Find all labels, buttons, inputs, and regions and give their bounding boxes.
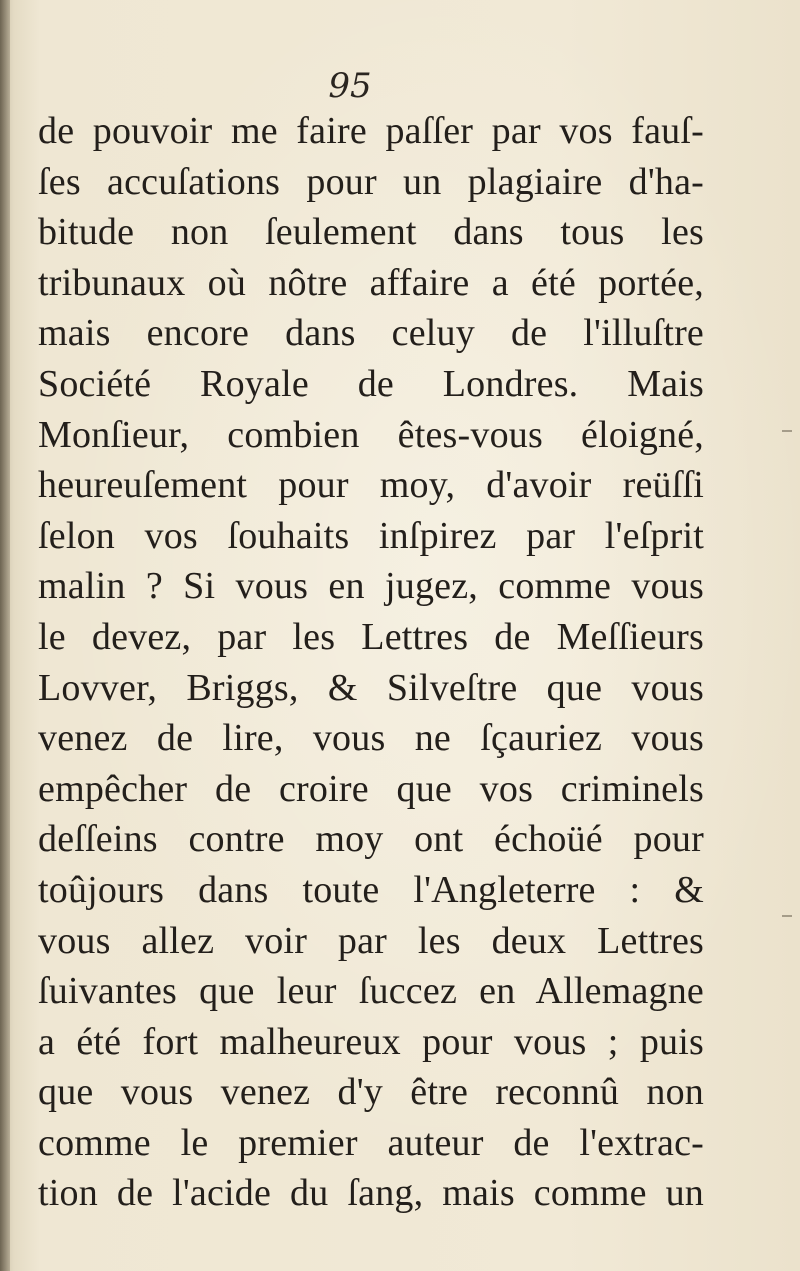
text-line: ſuivantes que leur ſuccez en Allemagne	[38, 970, 704, 1013]
page-gutter-shadow	[0, 0, 10, 1271]
page-number: 95	[328, 66, 372, 106]
text-line: comme le premier auteur de l'extrac-	[38, 1121, 704, 1164]
text-line: que vous venez d'y être reconnû non	[38, 1071, 704, 1114]
text-line: ſes accuſations pour un plagiaire d'ha-	[38, 160, 704, 203]
text-line: a été fort malheureux pour vous ; puis	[38, 1020, 704, 1063]
text-line: mais encore dans celuy de l'illuſtre	[38, 312, 704, 355]
text-line: Lovver, Briggs, & Silveſtre que vous	[38, 666, 704, 709]
text-line: toûjours dans toute l'Angleterre : &	[38, 868, 704, 911]
text-line: deſſeins contre moy ont échoüé pour	[38, 818, 704, 861]
text-line: le devez, par les Lettres de Meſſieurs	[38, 615, 704, 658]
text-line: venez de lire, vous ne ſçauriez vous	[38, 717, 704, 760]
text-line: Monſieur, combien êtes-vous éloigné,	[38, 413, 704, 456]
margin-mark	[782, 430, 792, 432]
margin-mark	[782, 915, 792, 917]
text-line: malin ? Si vous en jugez, comme vous	[38, 565, 704, 608]
text-line: heureuſement pour moy, d'avoir reüſſi	[38, 464, 704, 507]
text-line: ſelon vos ſouhaits inſpirez par l'eſprit	[38, 514, 704, 557]
text-line: bitude non ſeulement dans tous les	[38, 211, 704, 254]
text-line: tribunaux où nôtre affaire a été portée,	[38, 261, 704, 304]
text-line: de pouvoir me faire paſſer par vos fauſ-	[38, 110, 704, 152]
body-text	[38, 106, 704, 1219]
text-line: tion de l'acide du ſang, mais comme un	[38, 1172, 704, 1215]
text-line: empêcher de croire que vos criminels	[38, 767, 704, 810]
text-line: vous allez voir par les deux Lettres	[38, 919, 704, 962]
text-line: Société Royale de Londres. Mais	[38, 362, 704, 405]
